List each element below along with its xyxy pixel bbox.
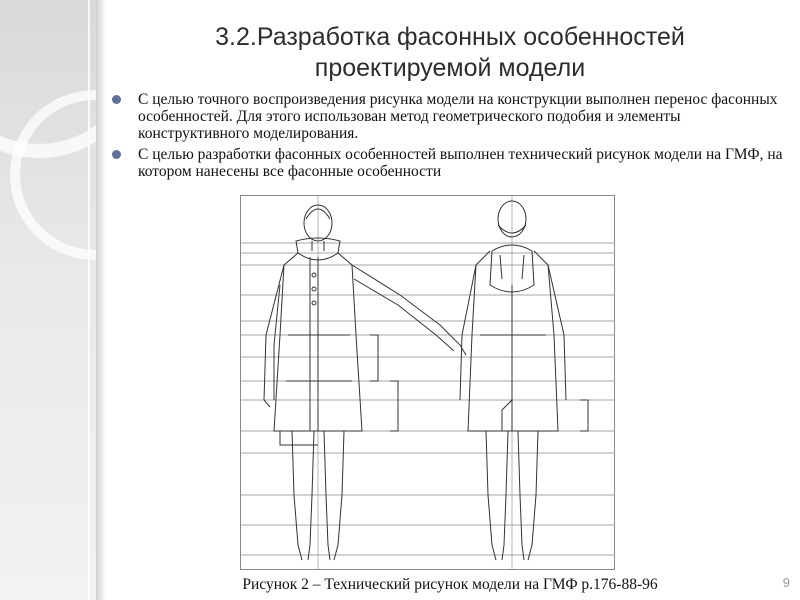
- bullet-item: [112, 146, 788, 180]
- bullet-text: С целью разработки фасонных особенностей выполнен технический рисунок модели на ГМФ, на котором нанесены все фасонные особенности: [138, 146, 783, 180]
- bullet-item: [112, 91, 788, 142]
- fashion-technical-drawing-icon: [240, 195, 615, 570]
- decorative-sidebar: [0, 0, 96, 600]
- technical-drawing-figure: [240, 195, 615, 570]
- figure-caption: Рисунок 2 – Технический рисунок модели на ГМФ р.176-88-96: [242, 576, 658, 593]
- sidebar-stripe: [88, 0, 90, 600]
- page-number: 9: [782, 575, 790, 590]
- bullet-dot-icon: [112, 95, 121, 104]
- bullet-dot-icon: [112, 150, 121, 159]
- slide-title: 3.2.Разработка фасонных особенностей проектируемой модели: [215, 23, 685, 82]
- bullet-text: С целью точного воспроизведения рисунка модели на конструкции выполнен перенос фасонных особенностей. Для этого использован метод геометрического подобия и элементы конструктивного моделирования.: [138, 91, 778, 142]
- bullet-list: [112, 91, 788, 184]
- sidebar-edge: [96, 0, 106, 600]
